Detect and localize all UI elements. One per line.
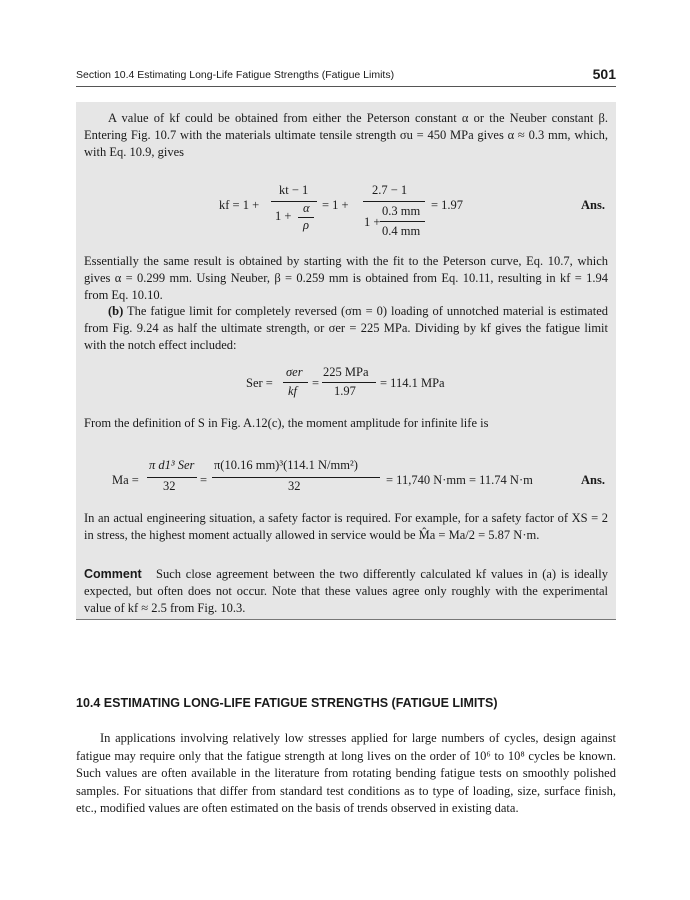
comment-label: Comment bbox=[84, 567, 142, 581]
eq3-lhs: Ma = bbox=[112, 473, 139, 487]
eq1-fracline1 bbox=[271, 201, 317, 202]
example-paragraph-5: In an actual engineering situation, a safety factor is required. For example, for a safety factor of XS = 2 in stress, the highest moment actually allowed in service would be M̂a = Ma/2 = 5.87 N·m. bbox=[84, 511, 608, 542]
eq2-num2: 225 MPa bbox=[323, 365, 369, 379]
eq1-fracline2 bbox=[363, 201, 425, 202]
eq2-fracline2 bbox=[322, 382, 376, 383]
section-body: In applications involving relatively low stresses applied for large numbers of cycles, design against fatigue may require only that the fatigue strength at long lives on the order of 10⁶ to 10⁸ cycles be known. Such values are often available in the literature from rotating bending fatigue tests on smoothly polished samples. For situations that differ from standard test conditions as to type of loading, size, surface finish, etc., modified values are often estimated on the basis of trends observed in existing data. bbox=[76, 731, 616, 815]
eq1-den2-left: 1 + bbox=[364, 215, 381, 229]
eq2-fracline1 bbox=[283, 382, 308, 383]
eq3-den2: 32 bbox=[288, 479, 301, 493]
eq1-ans: Ans. bbox=[581, 198, 605, 212]
eq1-lhs: kf = 1 + bbox=[219, 198, 260, 212]
eq2-den2: 1.97 bbox=[334, 384, 356, 398]
comment-text: Such close agreement between the two differently calculated kf values in (a) is ideally expected, but often does not occur. Note that these values agree only roughly with the experimental value of kf ≈ 2.5 from Fig. 10.3. bbox=[84, 567, 608, 615]
eq3-den1: 32 bbox=[163, 479, 176, 493]
example-paragraph-4: From the definition of S in Fig. A.12(c), the moment amplitude for infinite life is bbox=[84, 416, 489, 430]
eq3-result: = 11,740 N·mm = 11.74 N·m bbox=[386, 473, 533, 487]
eq2-num1: σer bbox=[286, 365, 303, 379]
eq1-num1: kt − 1 bbox=[279, 183, 309, 197]
example-paragraph-2: Essentially the same result is obtained by starting with the fit to the Peterson curve, Eq. 10.7, which gives α = 0.299 mm. Using Neuber, β = 0.259 mm is obtained from Eq. 10.11, resulting in kf = 1.94 from Eq. 10.10. bbox=[84, 254, 608, 302]
eq1-den1-top: α bbox=[303, 201, 310, 215]
section-heading: 10.4 ESTIMATING LONG-LIFE FATIGUE STRENGTHS (FATIGUE LIMITS) bbox=[76, 696, 498, 710]
page-number: 501 bbox=[592, 66, 616, 82]
eq3-fracline1 bbox=[147, 477, 197, 478]
eq1-den2-bottom: 0.4 mm bbox=[382, 224, 421, 238]
header-rule bbox=[76, 86, 616, 87]
eq3-fracline2 bbox=[212, 477, 380, 478]
eq1-result: = 1.97 bbox=[431, 198, 464, 212]
example-paragraph-3 bbox=[84, 303, 608, 354]
eq1-mid: = 1 + bbox=[322, 198, 349, 212]
eq3-num1: π d1³ Ser bbox=[149, 458, 195, 472]
eq1-fracline2b bbox=[380, 221, 425, 222]
example-comment bbox=[84, 566, 608, 617]
eq1-num2: 2.7 − 1 bbox=[372, 183, 408, 197]
part-b-label: (b) bbox=[108, 304, 124, 318]
eq1-den2-top: 0.3 mm bbox=[382, 204, 421, 218]
example-paragraph-1: A value of kf could be obtained from either the Peterson constant α or the Neuber constant β. Entering Fig. 10.7 with the materials ultimate tensile strength σu = 450 MPa gives α ≈ 0.3 mm, which, with Eq. 10.9, gives bbox=[84, 111, 608, 159]
example-box bbox=[76, 102, 616, 620]
eq1-den1-bottom: ρ bbox=[303, 218, 309, 232]
eq2-lhs: Ser = bbox=[246, 376, 273, 390]
eq3-eq: = bbox=[200, 473, 208, 487]
eq3-ans: Ans. bbox=[581, 473, 605, 487]
eq2-den1: kf bbox=[288, 384, 298, 398]
eq2-result: = 114.1 MPa bbox=[380, 376, 445, 390]
eq2-eq: = bbox=[312, 376, 320, 390]
part-b-text: The fatigue limit for completely reversed (σm = 0) loading of unnotched material is estimated from Fig. 9.24 as half the ultimate strength, or σer = 225 MPa. Dividing by kf gives the fatigue limit with the notch effect included: bbox=[84, 304, 608, 352]
eq1-den1-left: 1 + bbox=[275, 209, 292, 223]
running-head: Section 10.4 Estimating Long-Life Fatigue Strengths (Fatigue Limits) bbox=[76, 69, 395, 81]
eq3-num2: π(10.16 mm)³(114.1 N/mm²) bbox=[214, 458, 358, 472]
